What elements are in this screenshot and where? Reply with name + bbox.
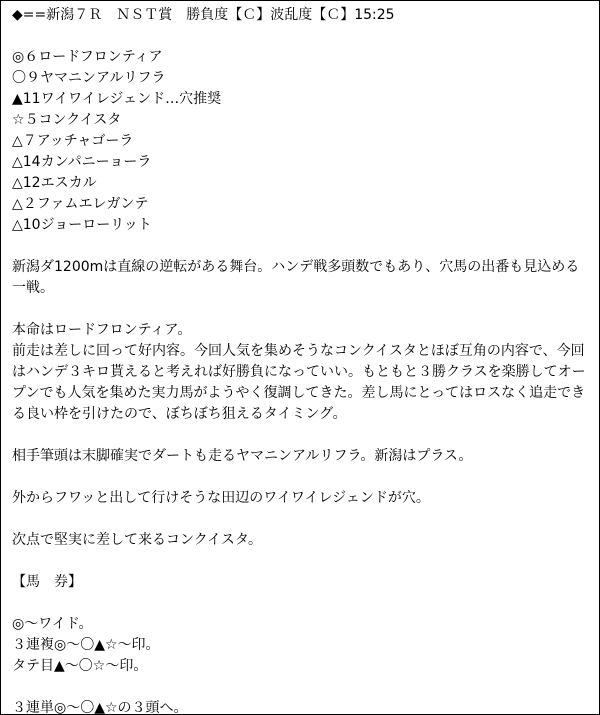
baken-wide: ◎～ワイド。: [12, 616, 93, 632]
marks-list: [12, 47, 588, 236]
article-content: [1, 1, 599, 715]
mark-renka-2: △14カンパニーョーラ: [12, 154, 152, 170]
honmei-title: 本命はロードフロンティア。: [12, 322, 192, 338]
mark-tanana: ▲11ワイワイレジェンド…穴推奨: [12, 91, 222, 107]
baken-title: 【馬 券】: [12, 574, 82, 590]
mark-renka-3: △12エスカル: [12, 175, 97, 191]
mark-taikou: 〇９ヤマニンアルリフラ: [12, 70, 166, 86]
baken-sanrenpuku: ３連複◎～〇▲☆～印。: [12, 637, 160, 653]
race-overview: 新潟ダ1200mは直線の逆転がある舞台。ハンデ戦多頭数でもあり、穴馬の出番も見込める一戦。: [12, 259, 580, 296]
mark-renka-4: △２ファムエレガンテ: [12, 196, 149, 212]
honmei-body: 前走は差しに回って好内容。今回人気を集めそうなコンクイスタとほぼ互角の内容で、今回はハンデ３キロ貰えると考えれば好勝負になっていい。もともと３勝クラスを楽勝してオープンでも人気を集めた実力馬がようやく復調してきた。差し馬にとってはロスなく追走できる良い枠を引けたので、ぼちぼち狙えるタイミング。: [12, 343, 586, 422]
baken-list: [12, 614, 588, 677]
mark-renka-1: △７アッチャゴーラ: [12, 133, 134, 149]
jiten-comment: 次点で堅実に差して来るコンクイスタ。: [12, 532, 263, 548]
race-header: ◆==新潟７Ｒ ＮＳＴ賞 勝負度【Ｃ】波乱度【Ｃ】15:25: [12, 7, 395, 23]
aite-comment: 相手筆頭は末脚確実でダートも走るヤマニンアルリフラ。新潟はプラス。: [12, 448, 473, 464]
baken-tateme: タテ目▲～〇☆～印。: [12, 658, 148, 674]
mark-hoshi: ☆５コンクイスタ: [12, 112, 122, 128]
ana-comment: 外からフワッと出して行けそうな田辺のワイワイレジェンドが穴。: [12, 490, 430, 506]
mark-renka-5: △10ジョーローリット: [12, 217, 152, 233]
baken-sanrentan: ３連単◎～〇▲☆の３頭へ。: [12, 700, 188, 715]
mark-honmei: ◎６ロードフロンティア: [12, 49, 163, 65]
